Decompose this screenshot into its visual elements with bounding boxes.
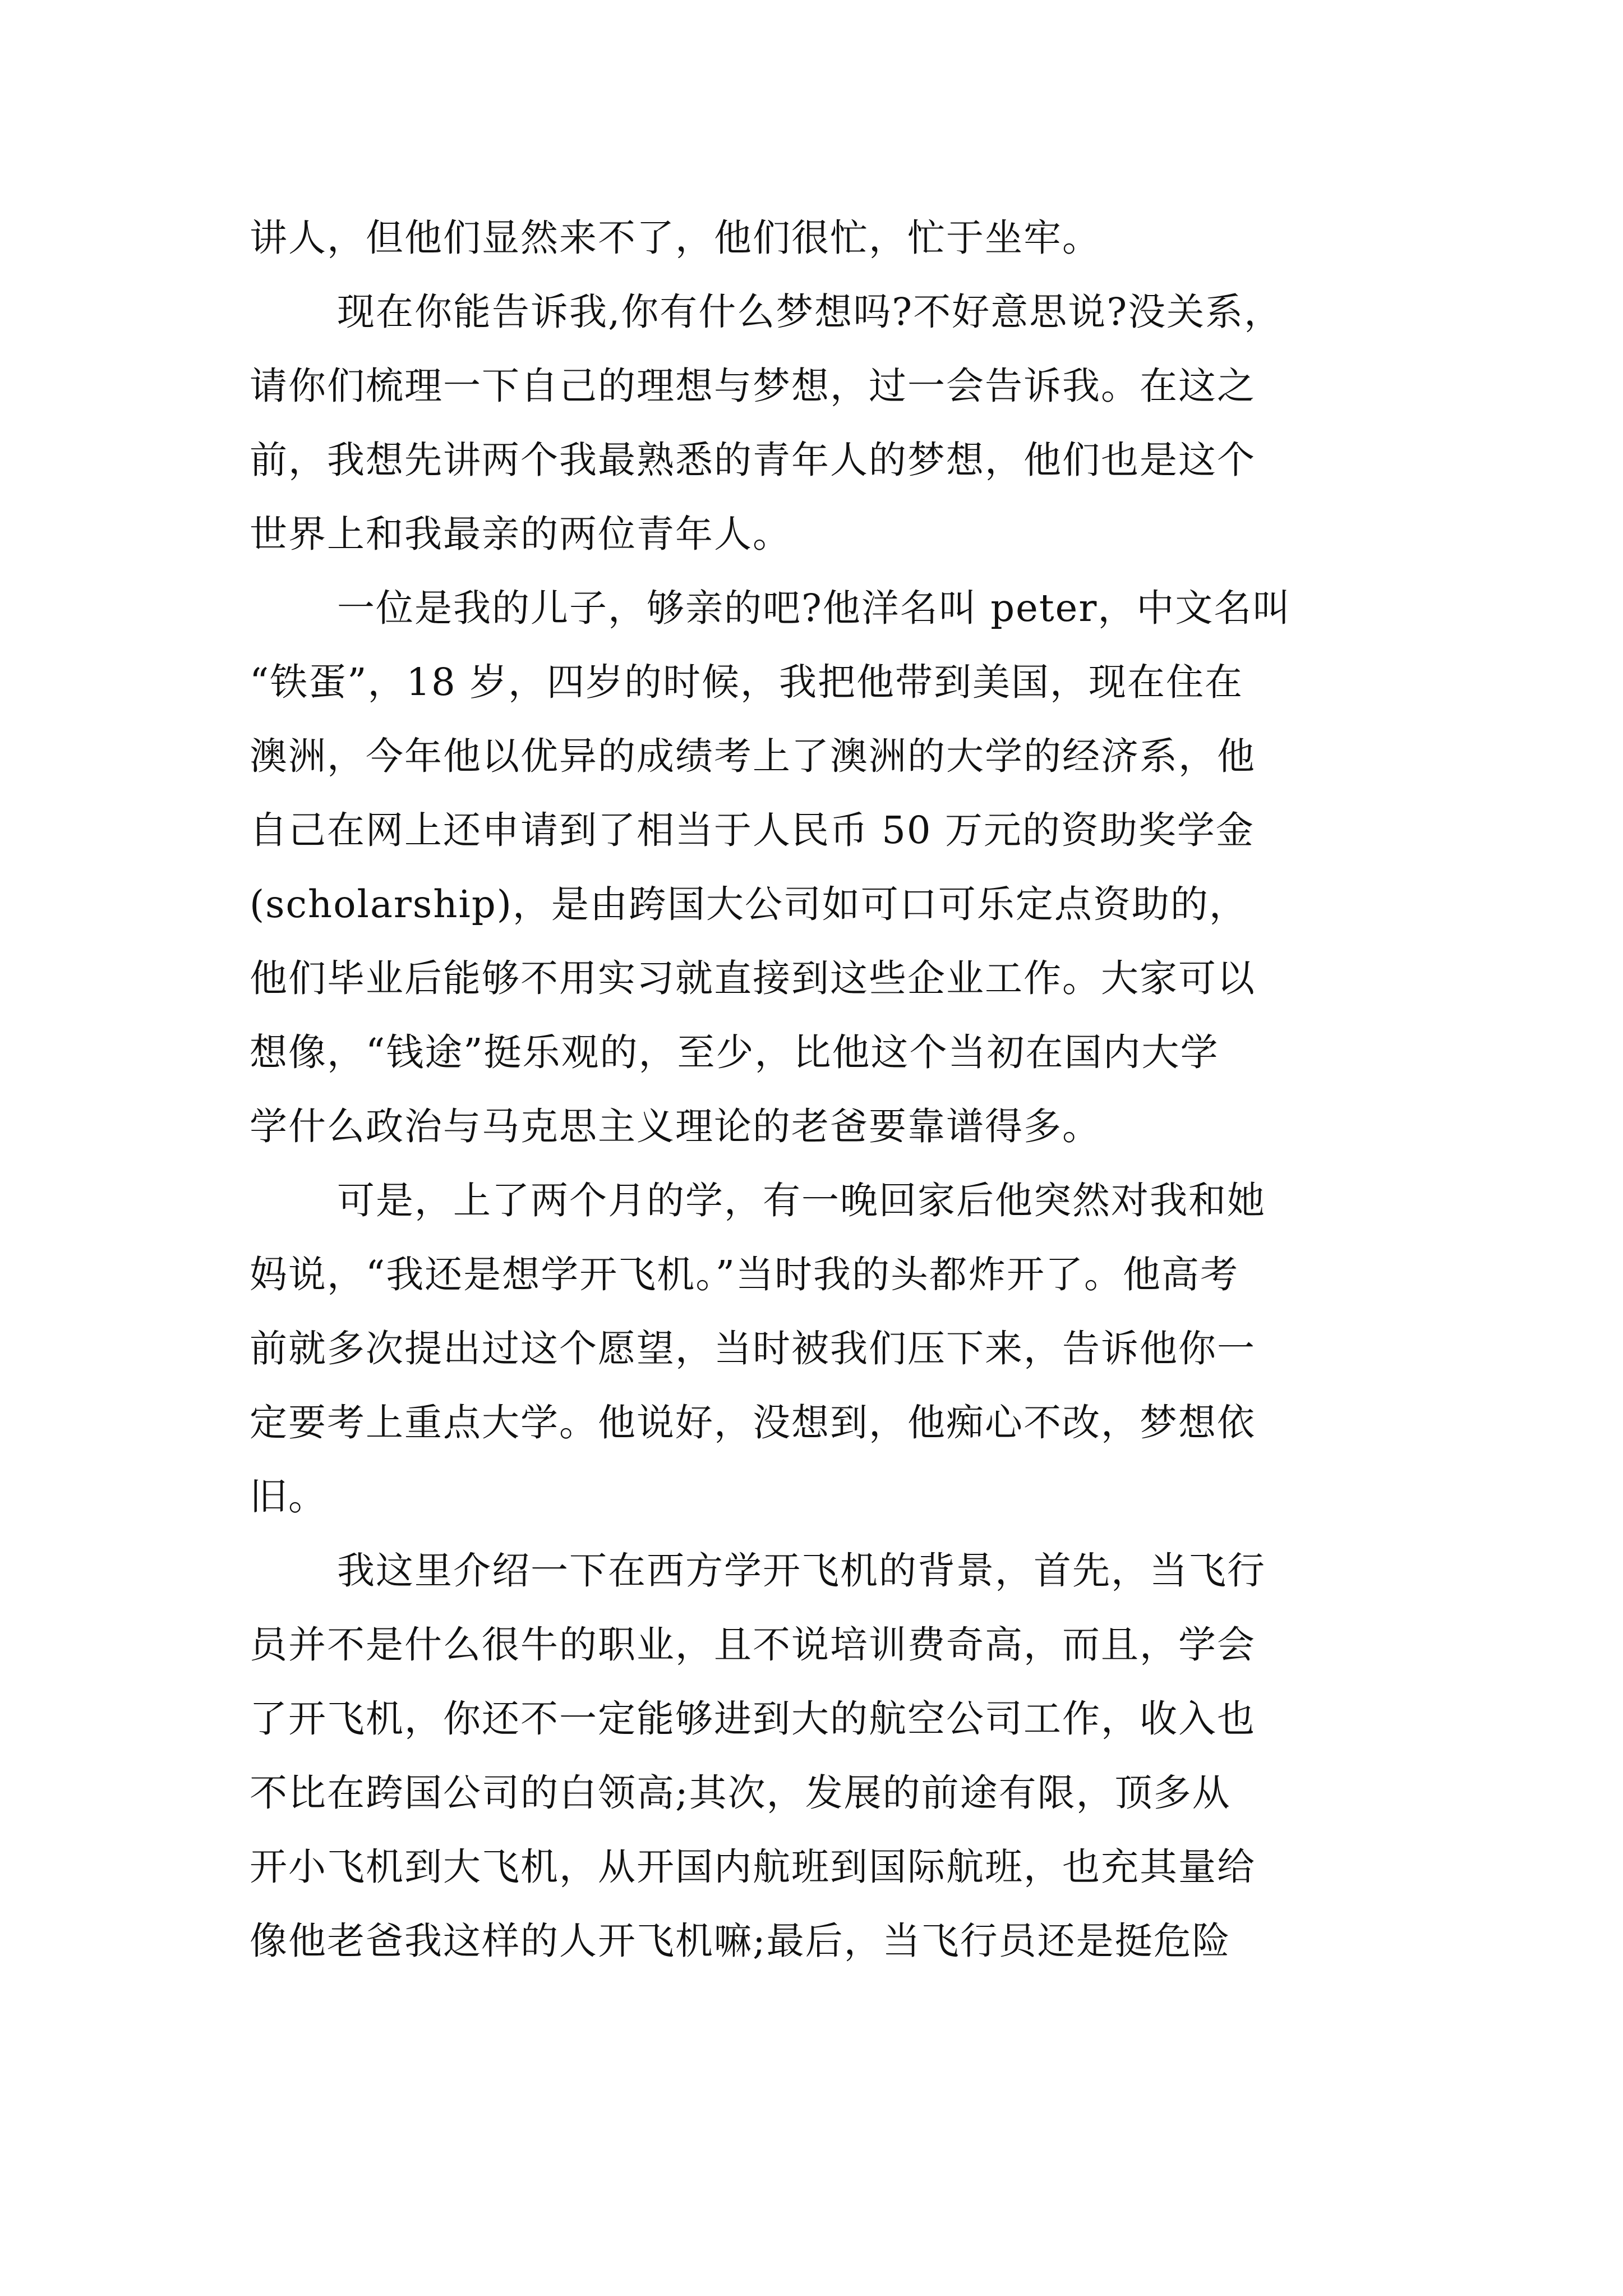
text-line: 可是，上了两个月的学，有一晚回家后他突然对我和她 <box>337 1179 1266 1222</box>
body-text <box>250 201 1377 1978</box>
text-line: 开小飞机到大飞机，从开国内航班到国际航班，也充其量给 <box>250 1845 1256 1889</box>
text-line: 学什么政治与马克思主义理论的老爸要靠谱得多。 <box>250 1105 1101 1148</box>
text-line: 员并不是什么很牛的职业，且不说培训费奇高，而且，学会 <box>250 1623 1256 1667</box>
text-line: 想像，“钱途”挺乐观的，至少，比他这个当初在国内大学 <box>250 1030 1219 1074</box>
text-line: 世界上和我最亲的两位青年人。 <box>250 512 791 556</box>
text-line: 不比在跨国公司的白领高;其次，发展的前途有限，顶多从 <box>250 1771 1231 1815</box>
text-line: “铁蛋”，18 岁，四岁的时候，我把他带到美国，现在住在 <box>250 660 1244 704</box>
text-line: 澳洲，今年他以优异的成绩考上了澳洲的大学的经济系，他 <box>250 734 1256 778</box>
text-line: 自己在网上还申请到了相当于人民币 50 万元的资助奖学金 <box>250 808 1255 852</box>
text-line: 讲人，但他们显然来不了，他们很忙，忙于坐牢。 <box>250 216 1101 260</box>
text-line: 我这里介绍一下在西方学开飞机的背景，首先，当飞行 <box>337 1549 1266 1593</box>
text-line: 像他老爸我这样的人开飞机嘛;最后，当飞行员还是挺危险 <box>250 1919 1231 1963</box>
text-line: 请你们梳理一下自己的理想与梦想，过一会告诉我。在这之 <box>250 364 1256 408</box>
text-line: (scholarship)，是由跨国大公司如可口可乐定点资助的， <box>250 882 1248 926</box>
text-line: 定要考上重点大学。他说好，没想到，他痴心不改，梦想依 <box>250 1401 1256 1444</box>
text-line: 前，我想先讲两个我最熟悉的青年人的梦想，他们也是这个 <box>250 438 1256 482</box>
text-line: 妈说，“我还是想学开飞机。”当时我的头都炸开了。他高考 <box>250 1253 1239 1296</box>
text-line: 前就多次提出过这个愿望，当时被我们压下来，告诉他你一 <box>250 1327 1256 1370</box>
text-line: 了开飞机，你还不一定能够进到大的航空公司工作，收入也 <box>250 1697 1256 1741</box>
text-line: 旧。 <box>250 1475 327 1519</box>
text-line: 现在你能告诉我,你有什么梦想吗?不好意思说?没关系， <box>337 290 1283 334</box>
text-line: 他们毕业后能够不用实习就直接到这些企业工作。大家可以 <box>250 956 1256 1000</box>
text-line: 一位是我的儿子，够亲的吧?他洋名叫 peter，中文名叫 <box>337 586 1292 630</box>
